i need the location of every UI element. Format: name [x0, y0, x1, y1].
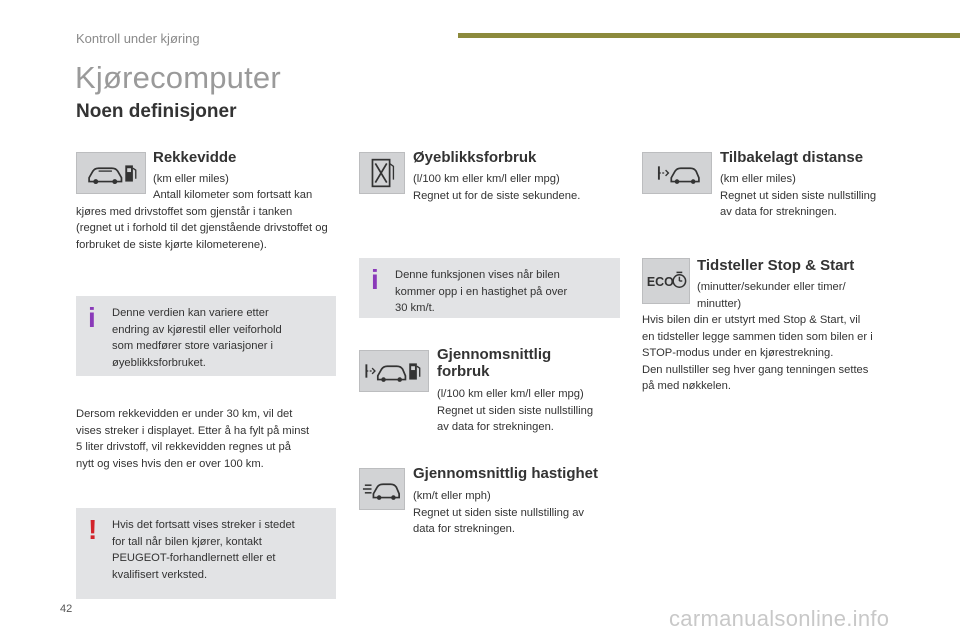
page-subtitle: Noen definisjoner: [76, 101, 237, 122]
rekkevidde-unit: (km eller miles): [153, 173, 229, 185]
warning-icon: !: [88, 514, 98, 545]
gjennomsnittlig-forbruk-body: (l/100 km eller km/l eller mpg) Regnet ut siden siste nullstilling av data for strekningen.: [437, 388, 594, 433]
oyeblikksforbruk-body: (l/100 km eller km/l eller mpg) Regnet ut for de siste sekundene.: [413, 173, 581, 202]
gjennomsnittlig-hastighet-body: (km/t eller mph) Regnet ut siden siste nullstilling av data for strekningen.: [413, 490, 585, 535]
heading-tilbakelagt-distanse: Tilbakelagt distanse: [720, 149, 864, 166]
section-label: Kontroll under kjøring: [76, 31, 200, 46]
tilbakelagt-distanse-body: (km eller miles) Regnet ut siden siste nullstilling av data for strekningen.: [720, 173, 877, 218]
heading-gjennomsnittlig-forbruk: Gjennomsnittlig forbruk: [437, 346, 552, 380]
info-note-variation-text: Denne verdien kan variere etter endring av kjørestil eller veiforhold som medfører store variasjoner i øyeblikksforbruket.: [112, 307, 282, 369]
eco-label: ECO: [646, 274, 674, 289]
distance-travelled-icon: [642, 152, 712, 194]
info-note-speed: [359, 258, 620, 318]
heading-gjennomsnittlig-hastighet: Gjennomsnittlig hastighet: [413, 465, 599, 482]
watermark: carmanualsonline.info: [669, 606, 890, 631]
info-icon: i: [88, 302, 96, 333]
heading-tidsteller-stop-start: Tidsteller Stop & Start: [697, 257, 855, 274]
rekkevidde-paragraph: Dersom rekkevidden er under 30 km, vil det vises streker i displayet. Etter å ha fylt på minst 5 liter drivstoff, vil rekkevidden regnes ut på nytt og vises hvis den er over 100 km.: [76, 408, 310, 470]
rekkevidde-body: Antall kilometer som fortsatt kan kjøres med drivstoffet som gjenstår i tanken (regnet ut i forhold til det gjenstående drivstoffet og forbruket de siste kjørte kilometerene).: [76, 189, 328, 251]
average-consumption-icon: [359, 350, 429, 392]
tidsteller-unit: (minutter/sekunder eller timer/ minutter): [697, 281, 846, 310]
info-note-variation: [76, 296, 336, 376]
accent-bar: [458, 33, 960, 38]
page-title: Kjørecomputer: [75, 60, 281, 95]
fuel-pump-icon: [359, 152, 405, 194]
info-icon: i: [371, 264, 379, 295]
warning-note-text: Hvis det fortsatt vises streker i stedet for tall når bilen kjører, kontakt PEUGEOT-forhandlernett eller et kvalifisert verksted.: [112, 519, 295, 581]
eco-timer-icon: [642, 258, 690, 304]
info-note-speed-text: Denne funksjonen vises når bilen kommer opp i en hastighet på over 30 km/t.: [395, 269, 568, 314]
heading-rekkevidde: Rekkevidde: [153, 149, 237, 166]
warning-note: [76, 508, 336, 599]
heading-oyeblikksforbruk: Øyeblikksforbruk: [413, 149, 537, 166]
page-number: 42: [60, 603, 73, 615]
average-speed-icon: [359, 468, 405, 510]
tidsteller-body: Hvis bilen din er utstyrt med Stop & Start, vil en tidsteller legge sammen tiden som bilen er i STOP-modus under en kjørestrekning. Den nullstiller seg hver gang tenningen settes på med nøkkelen.: [642, 314, 873, 392]
